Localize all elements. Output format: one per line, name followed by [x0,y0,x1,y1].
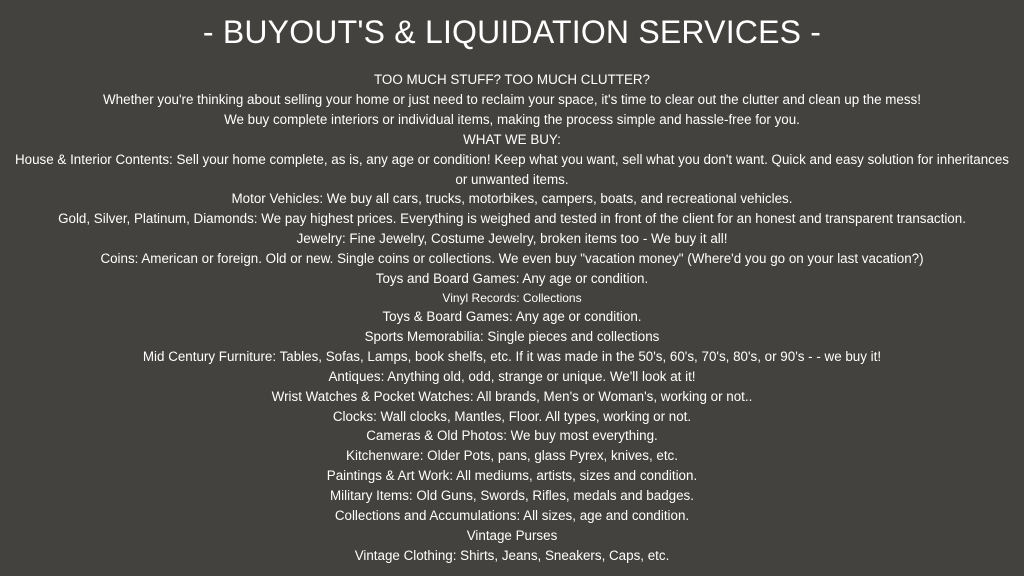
list-item-coins: Coins: American or foreign. Old or new. Single coins or collections. We even buy "vacation money" (Where'd you go on your last vacation?) [100,251,924,267]
list-item-house-contents: House & Interior Contents: Sell your home complete, as is, any age or condition! Keep what you want, sell what you don't want. Quick and easy solution for inheritances or unwanted items. [14,151,1009,187]
list-item-paintings-art: Paintings & Art Work: All mediums, artists, sizes and condition. [326,468,698,484]
list-item-mid-century-furniture: Mid Century Furniture: Tables, Sofas, Lamps, book shelfs, etc. If it was made in the 50's, 60's, 70's, 80's, or 90's - - we buy it! [142,348,882,364]
list-item-clocks: Clocks: Wall clocks, Mantles, Floor. All types, working or not. [332,408,692,424]
list-item-jewelry: Jewelry: Fine Jewelry, Costume Jewelry, broken items too - We buy it all! [296,231,728,247]
what-we-buy-heading: WHAT WE BUY: [463,131,561,147]
list-item-kitchenware: Kitchenware: Older Pots, pans, glass Pyrex, knives, etc. [346,448,678,464]
list-item-watches: Wrist Watches & Pocket Watches: All brands, Men's or Woman's, working or not.. [271,388,753,404]
list-item-cameras-photos: Cameras & Old Photos: We buy most everything. [366,428,658,444]
page-title: - BUYOUT'S & LIQUIDATION SERVICES - [202,14,822,50]
list-item-vintage-clothing: Vintage Clothing: Shirts, Jeans, Sneakers, Caps, etc. [354,547,670,563]
content-block [12,70,1012,566]
list-item-precious-metals: Gold, Silver, Platinum, Diamonds: We pay highest prices. Everything is weighed and tested in front of the client for an honest and transparent transaction. [58,211,966,227]
list-item-vintage-purses: Vintage Purses [466,527,558,543]
intro-subtext: We buy complete interiors or individual items, making the process simple and hassle-free for you. [224,111,800,127]
list-item-antiques: Antiques: Anything old, odd, strange or unique. We'll look at it! [328,368,696,384]
list-item-collections: Collections and Accumulations: All sizes, age and condition. [334,508,690,524]
list-item-vinyl-records: Vinyl Records: Collections [442,290,582,305]
intro-paragraph: Whether you're thinking about selling your home or just need to reclaim your space, it's time to clear out the clutter and clean up the mess! [103,91,921,107]
intro-headline: TOO MUCH STUFF? TOO MUCH CLUTTER? [373,72,650,87]
list-item-military-items: Military Items: Old Guns, Swords, Rifles, medals and badges. [330,488,694,504]
list-item-toys-and-board-games: Toys & Board Games: Any age or condition. [382,308,642,324]
list-item-motor-vehicles: Motor Vehicles: We buy all cars, trucks, motorbikes, campers, boats, and recreational vehicles. [231,191,793,207]
list-item-toys-board-games: Toys and Board Games: Any age or condition. [375,271,649,287]
list-item-sports-memorabilia: Sports Memorabilia: Single pieces and collections [364,328,660,344]
